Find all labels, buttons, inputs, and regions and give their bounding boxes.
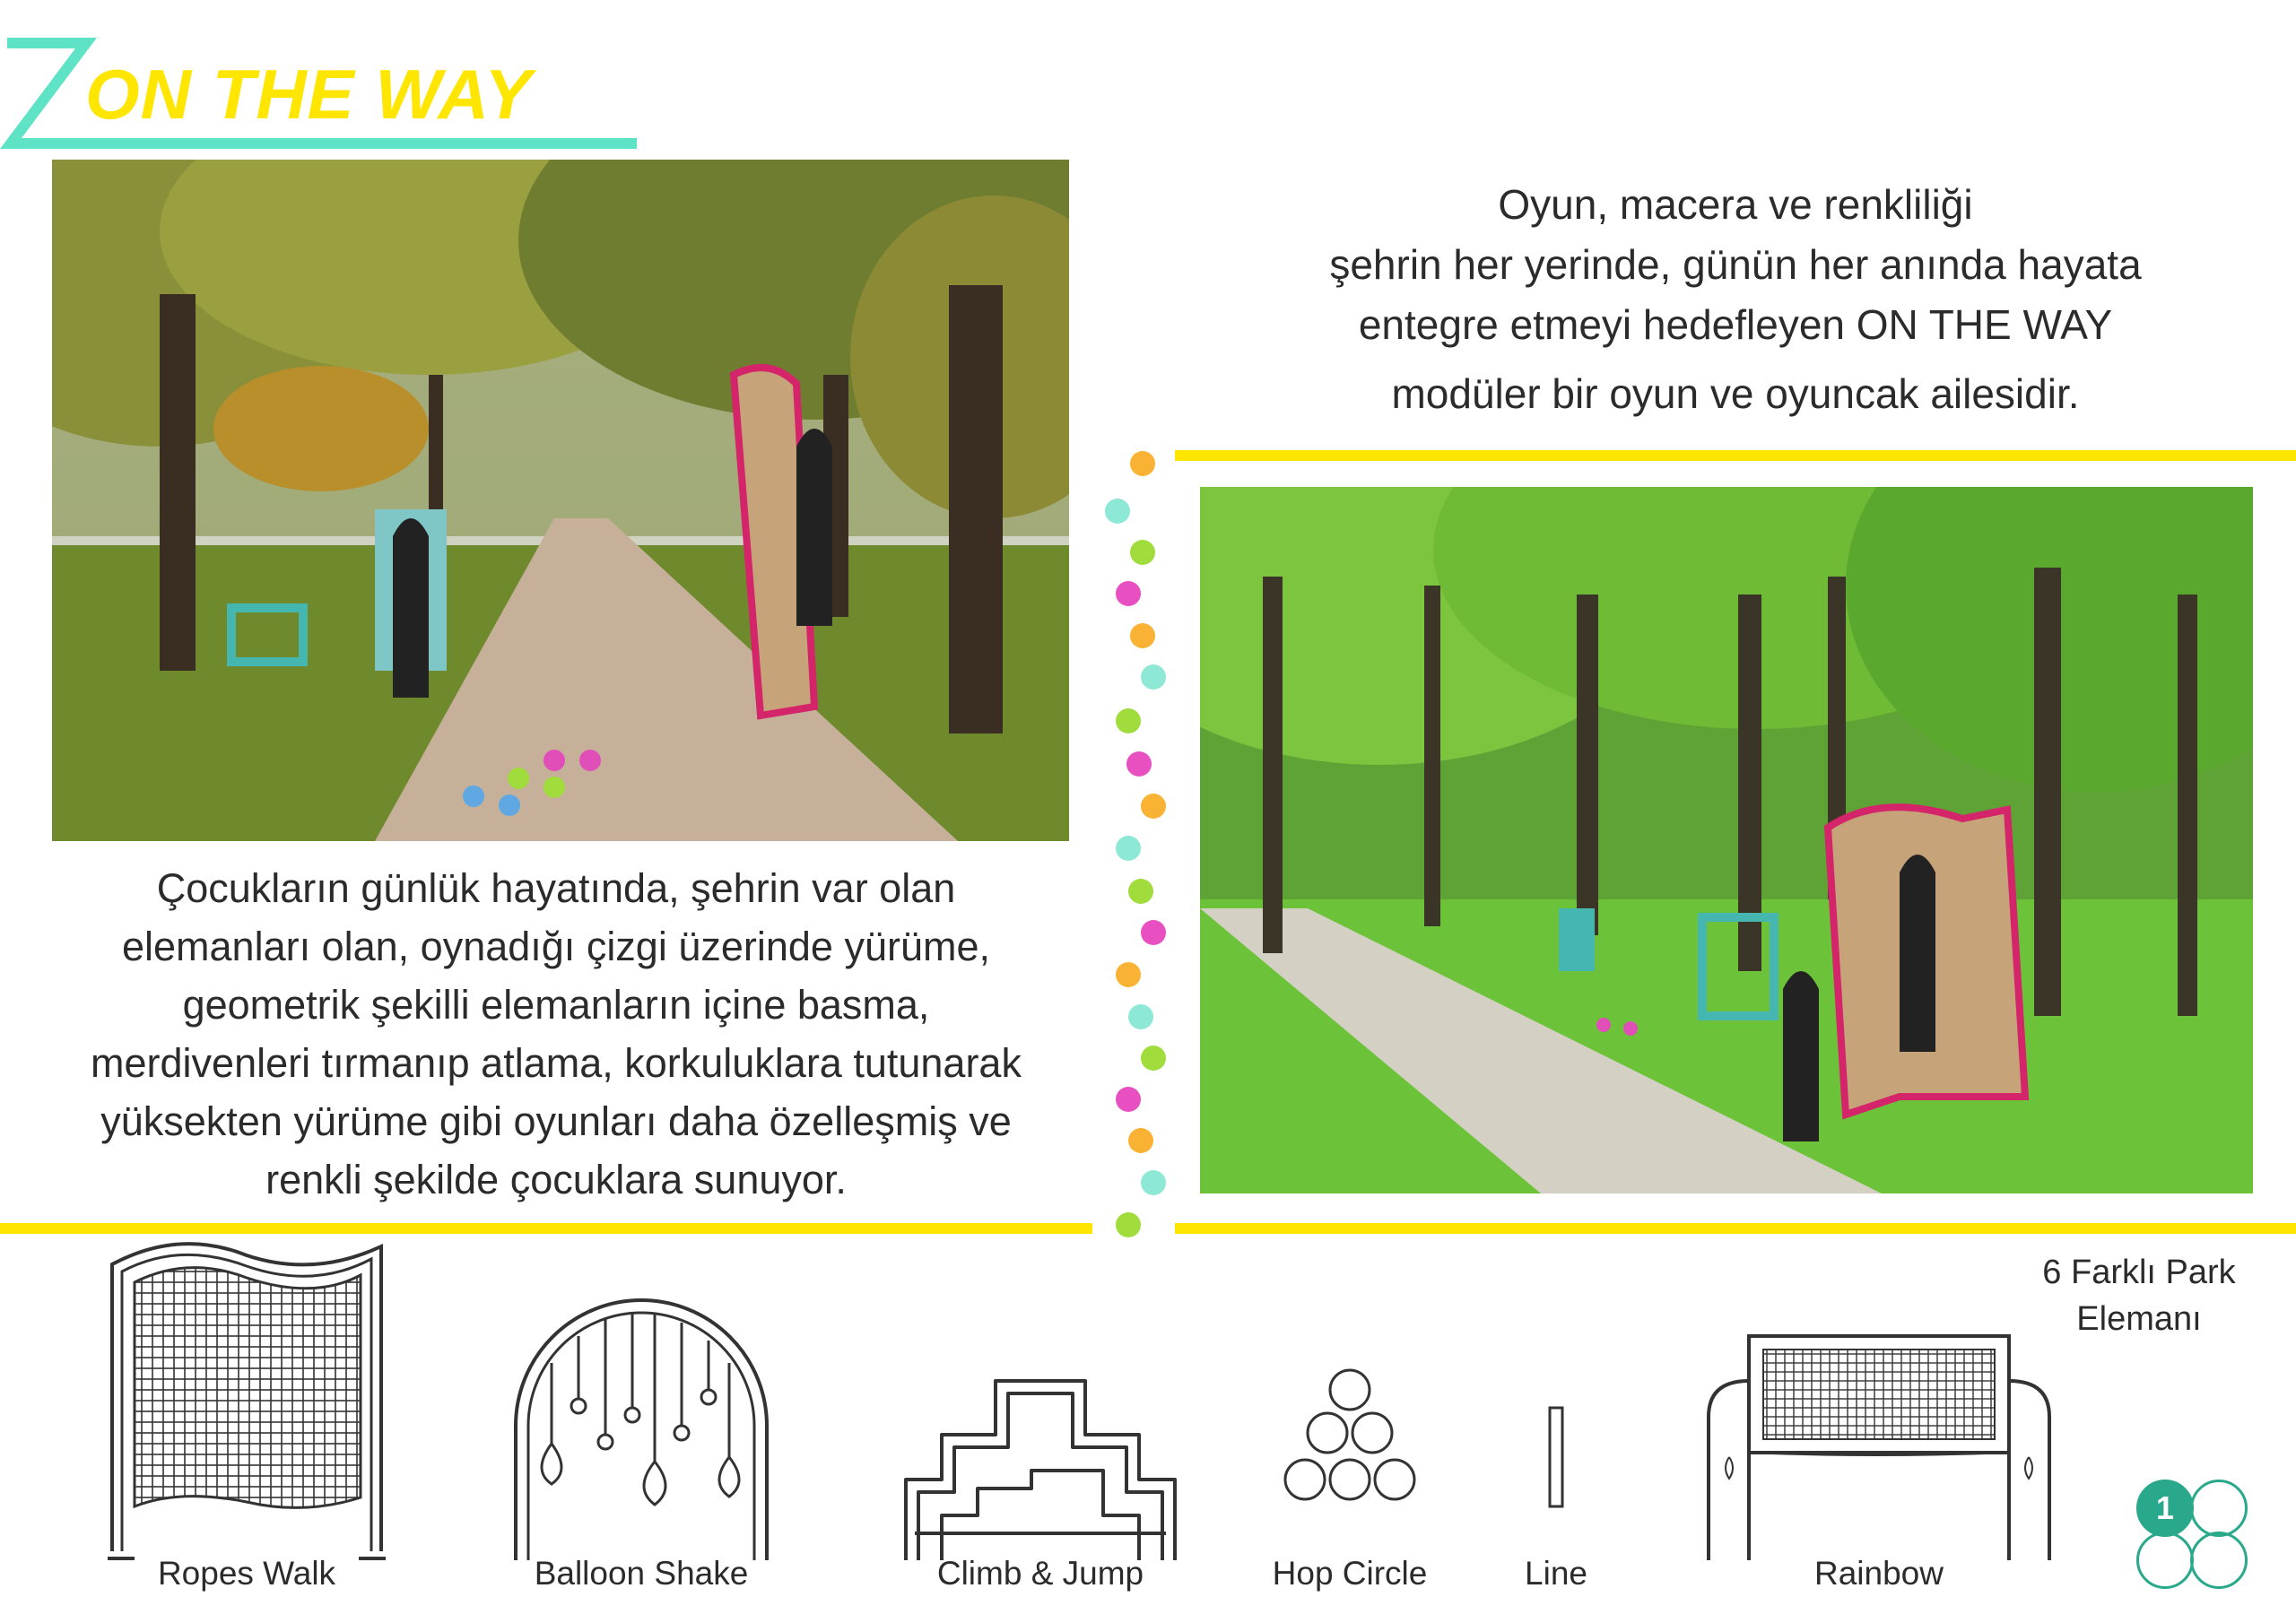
autumn-park-render-image xyxy=(52,160,1069,841)
intro-left-text xyxy=(36,859,1076,1209)
decor-dot xyxy=(1128,879,1153,904)
intro-right-line: şehrin her yerinde, günün her anında hayata xyxy=(1329,241,2142,288)
decor-dot xyxy=(1141,1046,1166,1071)
page-indicator-dot[interactable] xyxy=(2190,1480,2248,1537)
intro-right-text xyxy=(1220,175,2251,424)
line-icon xyxy=(1489,1228,1623,1569)
intro-left-line: renkli şekilde çocuklara sunuyor. xyxy=(265,1157,847,1202)
intro-right-line: Oyun, macera ve renkliliği xyxy=(1498,181,1973,228)
page-title: ON THE WAY xyxy=(85,55,533,134)
decor-dot xyxy=(1141,794,1166,819)
page-indicator-dot[interactable] xyxy=(2136,1532,2194,1589)
decor-dot xyxy=(1141,920,1166,945)
intro-left-line: geometrik şekilli elemanların içine basma, xyxy=(182,982,930,1028)
page-indicator-current[interactable]: 1 xyxy=(2136,1480,2194,1537)
equipment-label: Rainbow xyxy=(1814,1555,1944,1592)
balloon-shake-icon xyxy=(498,1228,785,1569)
equipment-label: Hop Circle xyxy=(1272,1555,1428,1592)
decor-dot xyxy=(1116,1087,1141,1112)
decor-dot xyxy=(1130,451,1155,476)
intro-right-line: entegre etmeyi hedefleyen ON THE WAY xyxy=(1358,301,2113,348)
elements-count-line: 6 Farklı Park xyxy=(2042,1254,2236,1291)
summer-park-render-image xyxy=(1200,487,2253,1193)
intro-left-line: Çocukların günlük hayatında, şehrin var olan xyxy=(156,865,956,911)
equipment-label: Line xyxy=(1525,1555,1587,1592)
climb-jump-icon xyxy=(897,1228,1184,1569)
decor-dot xyxy=(1141,664,1166,690)
equipment-label: Ropes Walk xyxy=(157,1555,336,1592)
equipment-balloon-shake xyxy=(498,1228,785,1592)
equipment-label: Climb & Jump xyxy=(936,1555,1144,1592)
intro-left-line: yüksekten yürüme gibi oyunları daha özelleşmiş ve xyxy=(100,1098,1012,1144)
decor-dot xyxy=(1130,540,1155,565)
page-indicator-dot[interactable] xyxy=(2190,1532,2248,1589)
equipment-rainbow xyxy=(1695,1228,2063,1592)
equipment-climb-jump xyxy=(897,1228,1184,1592)
decor-dot xyxy=(1128,1004,1153,1029)
equipment-hop-circle xyxy=(1260,1228,1439,1592)
decor-dot xyxy=(1130,623,1155,648)
decor-dot xyxy=(1116,708,1141,733)
decor-dot xyxy=(1116,581,1141,606)
intro-left-line: merdivenleri tırmanıp atlama, korkuluklara tutunarak xyxy=(91,1040,1022,1086)
hop-circle-icon xyxy=(1260,1228,1439,1569)
decor-dot xyxy=(1116,836,1141,861)
rainbow-icon xyxy=(1695,1228,2063,1569)
equipment-ropes-walk xyxy=(99,1228,395,1592)
decor-dot xyxy=(1105,499,1130,524)
intro-right-line: modüler bir oyun ve oyuncak ailesidir. xyxy=(1391,370,2080,417)
equipment-label: Balloon Shake xyxy=(534,1555,749,1592)
elements-count-line: Elemanı xyxy=(2076,1300,2202,1338)
equipment-line xyxy=(1489,1228,1623,1592)
ropes-walk-icon xyxy=(99,1228,395,1569)
intro-left-line: elemanları olan, oynadığı çizgi üzerinde yürüme, xyxy=(121,924,991,969)
decor-dot xyxy=(1128,1128,1153,1153)
decor-dot xyxy=(1116,962,1141,987)
divider-top-right xyxy=(1175,450,2296,461)
decor-dot xyxy=(1141,1170,1166,1195)
decor-dot xyxy=(1126,751,1152,777)
